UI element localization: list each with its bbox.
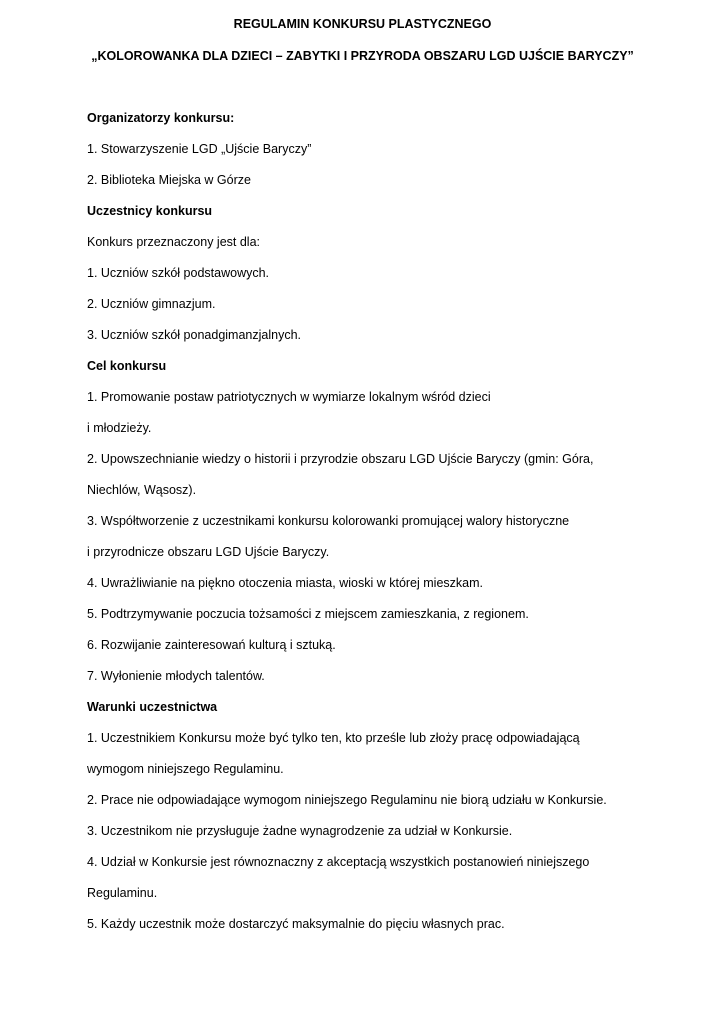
section-heading-goal: Cel konkursu — [87, 359, 167, 373]
list-item: 6. Rozwijanie zainteresowań kulturą i sztuką. — [87, 638, 336, 652]
list-item-continuation: Niechlów, Wąsosz). — [87, 483, 197, 497]
section-heading-participants: Uczestnicy konkursu — [87, 204, 213, 218]
list-item: 1. Stowarzyszenie LGD „Ujście Baryczy” — [87, 142, 312, 156]
list-item: 3. Uczestnikom nie przysługuje żadne wynagrodzenie za udział w Konkursie. — [87, 824, 513, 838]
list-item: 5. Każdy uczestnik może dostarczyć maksymalnie do pięciu własnych prac. — [87, 917, 505, 931]
list-item: 4. Uwrażliwianie na piękno otoczenia miasta, wioski w której mieszkam. — [87, 576, 483, 590]
list-item-continuation: Regulaminu. — [87, 886, 158, 900]
list-item-continuation: i przyrodnicze obszaru LGD Ujście Baryczy. — [87, 545, 330, 559]
paragraph: Konkurs przeznaczony jest dla: — [87, 235, 261, 249]
list-item: 1. Uczniów szkół podstawowych. — [87, 266, 270, 280]
list-item: 1. Promowanie postaw patriotycznych w wymiarze lokalnym wśród dzieci — [87, 390, 491, 404]
list-item: 2. Biblioteka Miejska w Górze — [87, 173, 251, 187]
list-item-continuation: i młodzieży. — [87, 421, 152, 435]
list-item: 2. Uczniów gimnazjum. — [87, 297, 216, 311]
list-item: 3. Uczniów szkół ponadgimanzjalnych. — [87, 328, 301, 342]
list-item: 2. Upowszechnianie wiedzy o historii i przyrodzie obszaru LGD Ujście Baryczy (gmin: Góra, — [87, 452, 594, 466]
list-item: 3. Współtworzenie z uczestnikami konkursu kolorowanki promującej walory historyczne — [87, 514, 570, 528]
section-heading-organizers: Organizatorzy konkursu: — [87, 111, 235, 125]
document-body — [87, 110, 687, 947]
document-title: REGULAMIN KONKURSU PLASTYCZNEGO — [233, 17, 492, 31]
document-subtitle: „KOLOROWANKA DLA DZIECI – ZABYTKI I PRZYRODA OBSZARU LGD UJŚCIE BARYCZY” — [91, 49, 634, 63]
list-item: 1. Uczestnikiem Konkursu może być tylko ten, kto prześle lub złoży pracę odpowiadającą — [87, 731, 580, 745]
list-item-continuation: wymogom niniejszego Regulaminu. — [87, 762, 284, 776]
list-item: 4. Udział w Konkursie jest równoznaczny z akceptacją wszystkich postanowień niniejszego — [87, 855, 590, 869]
list-item: 5. Podtrzymywanie poczucia tożsamości z miejscem zamieszkania, z regionem. — [87, 607, 529, 621]
list-item: 2. Prace nie odpowiadające wymogom niniejszego Regulaminu nie biorą udziału w Konkursie. — [87, 793, 607, 807]
list-item: 7. Wyłonienie młodych talentów. — [87, 669, 265, 683]
section-heading-conditions: Warunki uczestnictwa — [87, 700, 218, 714]
